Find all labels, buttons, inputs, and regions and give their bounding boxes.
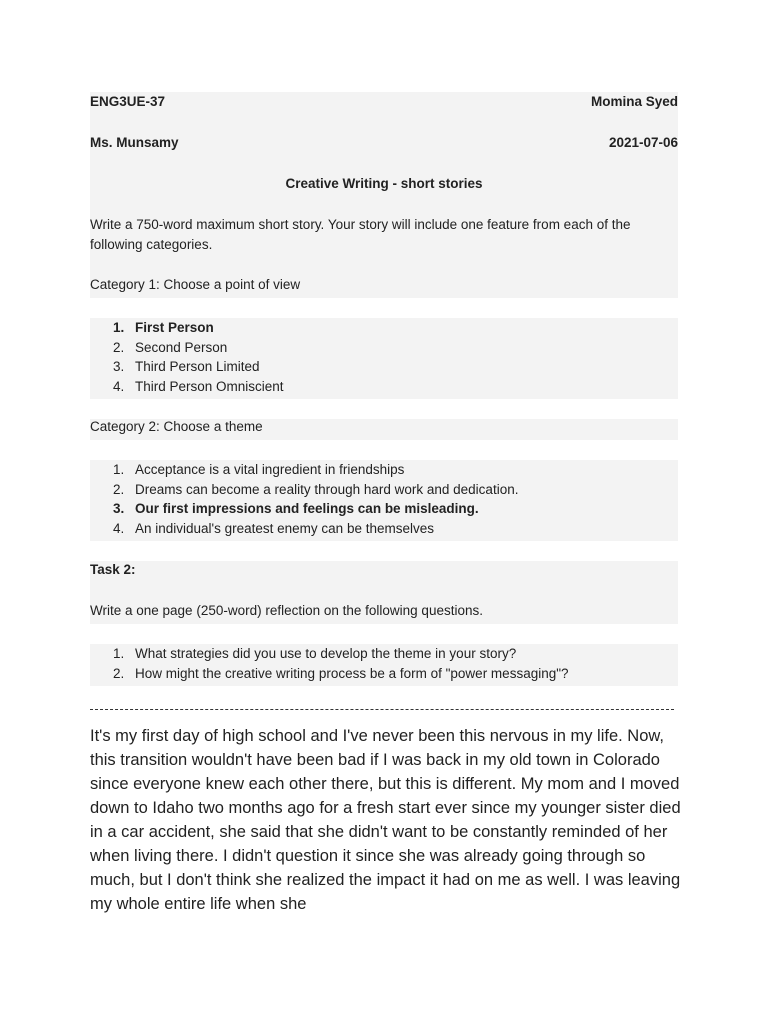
category1-label: Category 1: Choose a point of view <box>90 277 301 292</box>
list-item: 4. An individual's greatest enemy can be themselves <box>113 520 434 536</box>
teacher-name: Ms. Munsamy <box>90 135 179 150</box>
assignment-title: Creative Writing - short stories <box>285 176 483 191</box>
task2-list-block <box>90 644 678 686</box>
student-name: Momina Syed <box>590 94 678 109</box>
section-divider <box>90 709 674 710</box>
assignment-date: 2021-07-06 <box>608 135 678 150</box>
assignment-intro: Write a 750-word maximum short story. Your story will include one feature from each of the following categories. <box>90 217 631 252</box>
category1-list <box>90 318 678 396</box>
category1-list-block <box>90 318 678 399</box>
list-item: 1. What strategies did you use to develop the theme in your story? <box>113 646 517 661</box>
task2-block <box>90 561 678 624</box>
category2-list-block <box>90 460 678 541</box>
list-item: 3. Our first impressions and feelings can be misleading. <box>113 501 479 516</box>
header-block <box>90 92 678 298</box>
list-item: 1. First Person <box>113 320 214 335</box>
list-item: 2. How might the creative writing process be a form of "power messaging"? <box>113 665 569 681</box>
list-item: 3. Third Person Limited <box>113 359 260 374</box>
task2-label: Task 2: <box>90 562 136 577</box>
category2-label-block <box>90 419 678 440</box>
list-item: 4. Third Person Omniscient <box>113 378 284 394</box>
list-item: 2. Dreams can become a reality through hard work and dedication. <box>113 481 519 497</box>
category2-label: Category 2: Choose a theme <box>90 419 263 434</box>
category2-list <box>90 460 678 538</box>
course-code: ENG3UE-37 <box>90 94 166 109</box>
list-item: 1. Acceptance is a vital ingredient in friendships <box>113 462 405 477</box>
task2-intro: Write a one page (250-word) reflection on the following questions. <box>90 603 483 618</box>
list-item: 2. Second Person <box>113 339 228 355</box>
story-text: It's my first day of high school and I've never been this nervous in my life. Now, this transition wouldn't have been bad if I was back in my old town in Colorado since everyone knew each other there, but this is different. My mom and I moved down to Idaho two months ago for a fresh start ever since my younger sister died in a car accident, she said that she didn't want to be constantly reminded of her when living there. I didn't question it since she was already going through so much, but I don't think she realized the impact it had on me as well. I was leaving my whole entire life when she <box>90 727 681 913</box>
task2-list <box>90 644 678 683</box>
